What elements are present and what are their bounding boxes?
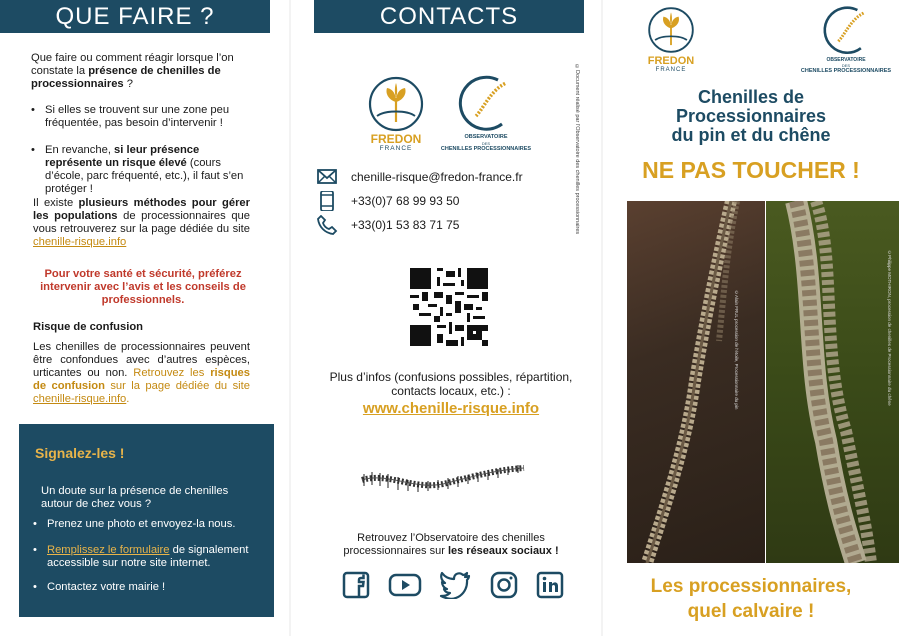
observatoire-logo-line1: OBSERVATOIRE [826, 57, 866, 63]
signal-box [19, 424, 274, 617]
qr-code-icon[interactable] [410, 268, 488, 346]
signal-intro: Un doute sur la présence de chenilles autour de chez vous ? [41, 485, 229, 510]
photo-credit-left: ©Alain FRUL procession de l’étoile, Processionnaire du pin [734, 290, 739, 410]
mobile-icon [316, 191, 338, 211]
social-text: Retrouvez l’Observatoire des chenilles processionnaires sur les réseaux sociaux ! [343, 532, 559, 557]
signal-item-form: • Remplissez le formulaire de signalement accessible sur notre site internet. [33, 544, 263, 570]
twitter-icon[interactable] [439, 571, 471, 599]
title-line-3: du pin et du chêne [671, 125, 831, 145]
observatoire-logo-icon [821, 4, 873, 56]
confusion-link[interactable]: chenille-risque.info [33, 393, 127, 405]
panel-contacts [291, 0, 601, 636]
photo-credit-right: ©Philippe MOTHIRON, procession de chenilles de Processionnaire du chêne [887, 250, 892, 406]
photo-oak-caterpillars [766, 201, 899, 563]
fredon-logo-icon [645, 4, 697, 56]
more-info-text: Plus d’infos (confusions possibles, répartition, contacts locaux, etc.) : [329, 370, 573, 398]
slogan [603, 574, 899, 624]
phone-icon [316, 215, 338, 235]
do-not-touch-warning: NE PAS TOUCHER ! [642, 157, 860, 183]
health-warning: Pour votre santé et sécurité, préférez intervenir avec l’avis et les conseils de professionnels. [40, 268, 246, 306]
fredon-logo-text: FREDON [647, 55, 695, 67]
title-line-1: Chenilles de [697, 87, 805, 107]
oak-caterpillars-image-icon [766, 201, 899, 563]
confusion-title: Risque de confusion [33, 321, 144, 333]
signal-item-mairie: • Contactez votre mairie ! [33, 581, 263, 594]
pine-caterpillars-image-icon [627, 201, 765, 563]
facebook-icon[interactable] [342, 571, 370, 599]
mobile-number: +33(0)7 68 99 93 50 [351, 194, 460, 208]
intro-text: Que faire ou comment réagir lorsque l’on constate la présence de chenilles de processionnaires ? [31, 52, 234, 90]
fredon-logo-subtext: FRANCE [655, 67, 687, 73]
caterpillar-illustration-icon [358, 460, 528, 496]
fredon-logo-subtext: FRANCE [379, 145, 413, 152]
header-que-faire: QUE FAIRE ? [0, 0, 270, 33]
email-icon [316, 167, 338, 187]
panel-cover [603, 0, 899, 636]
confusion-text: Les chenilles de processionnaires peuvent être confondues avec d’autres espèces, urticantes ou non. Retrouvez les risques de confusion sur la page dédiée du site chenille-risque.info. [33, 341, 250, 405]
signal-item-photo: • Prenez une photo et envoyez-la nous. [33, 518, 263, 531]
form-link[interactable]: Remplissez le formulaire [47, 544, 170, 556]
instagram-icon[interactable] [490, 571, 518, 599]
fredon-logo-icon [365, 76, 427, 132]
photo-pine-caterpillars [627, 201, 765, 563]
fredon-logo-text: FREDON [370, 132, 422, 146]
youtube-icon[interactable] [388, 571, 422, 599]
bullet-low-risk: • Si elles se trouvent sur une zone peu fréquentée, pas besoin d’intervenir ! [33, 104, 243, 130]
title-line-2: Processionnaires [675, 106, 827, 126]
observatoire-logo-line2: DES [481, 141, 491, 146]
methods-link[interactable]: chenille-risque.info [33, 236, 127, 248]
email-link[interactable]: chenille-risque@fredon-france.fr [351, 170, 523, 184]
header-contacts: CONTACTS [314, 0, 584, 33]
panel-que-faire [0, 0, 289, 636]
vertical-credit: ©Document réalisé par l’Observatoire des chenilles processionnaires [574, 64, 580, 235]
linkedin-icon[interactable] [536, 571, 564, 599]
observatoire-logo-icon [456, 74, 516, 132]
phone-number: +33(0)1 53 83 71 75 [351, 218, 460, 232]
signal-title: Signalez-les ! [35, 445, 125, 461]
bullet-high-risk: • En revanche, si leur présence représente un risque élevé (cours d’école, parc fréquenté, etc.), il faut s’en protéger ! [33, 144, 255, 196]
slogan-line-1: Les processionnaires, [650, 576, 852, 597]
observatoire-logo-line2: DES [841, 63, 851, 68]
observatoire-logo-line3: CHENILLES PROCESSIONNAIRES [440, 146, 532, 152]
methods-text: Il existe plusieurs méthodes pour gérer les populations de processionnaires que vous retrouverez sur la page dédiée du site chenille-risque.info [33, 197, 250, 248]
observatoire-logo-line3: CHENILLES PROCESSIONNAIRES [800, 68, 892, 74]
observatoire-logo-line1: OBSERVATOIRE [464, 134, 508, 140]
slogan-line-2: quel calvaire ! [687, 601, 815, 622]
website-link[interactable]: www.chenille-risque.info [362, 400, 540, 417]
